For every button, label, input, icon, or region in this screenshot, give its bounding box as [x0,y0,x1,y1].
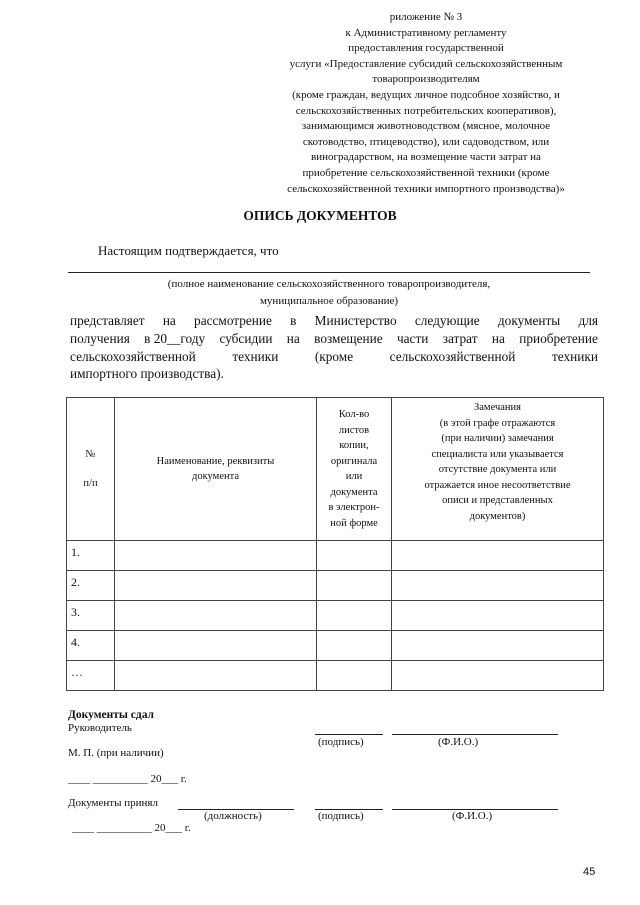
head-label: Руководитель [68,722,132,734]
body-line: импортного производства). [70,366,224,382]
organization-caption [68,276,590,310]
cell-remarks[interactable] [392,541,604,571]
body-line: сельскохозяйственной техники (кроме сельскохозяйственной техники [70,348,598,364]
position-caption: (должность) [204,810,262,822]
header-line: сельскохозяйственных потребительских кооперативов), [295,104,557,117]
cell-document-name[interactable] [115,571,317,601]
header-line: риложение № 3 [389,11,463,23]
caption-line: муниципальное образование) [259,295,399,307]
header-line: услуги «Предоставление субсидий сельскохозяйственным [289,57,563,70]
caption-line: (полное наименование сельскохозяйственного товаропроизводителя, [167,278,491,290]
header-remarks: Замечания (в этой графе отражаются (при наличии) замечания специалиста или указывается отсутствие документа или отражается иное несоответствие описи и представленных документов) [392,398,604,541]
header-line: скотоводство, птицеводство), или садоводством, или [302,135,550,148]
confirm-text: Настоящим подтверждается, что [98,243,279,258]
cell-sheet-count[interactable] [317,571,392,601]
cell-sheet-count[interactable] [317,631,392,661]
cell-remarks[interactable] [392,661,604,691]
organization-name-line [68,272,590,273]
header-line: сельскохозяйственной техники импортного производства)» [287,182,565,195]
header-line: (кроме граждан, ведущих личное подсобное хозяйство, и [292,88,560,101]
row-number: 3. [67,601,115,631]
row-number: 1. [67,541,115,571]
header-line: приобретение сельскохозяйственной техники (кроме [302,166,550,179]
head-fio-line [392,734,558,735]
body-line: получения в 20__году субсидии на возмещение части затрат на приобретение [70,330,598,346]
accepted-signature-caption: (подпись) [318,810,364,822]
table-row [67,541,604,571]
head-fio-caption: (Ф.И.О.) [438,736,479,748]
page-number: 45 [583,866,596,878]
table-row [67,601,604,631]
table-header-row [67,398,604,541]
documents-table [66,397,604,691]
cell-remarks[interactable] [392,571,604,601]
body-line: представляет на рассмотрение в Министерство следующие документы для [70,313,598,328]
cell-remarks[interactable] [392,631,604,661]
header-line: предоставления государственной [348,42,504,55]
cell-sheet-count[interactable] [317,661,392,691]
cell-sheet-count[interactable] [317,601,392,631]
document-title: ОПИСЬ ДОКУМЕНТОВ [243,208,397,223]
cell-sheet-count[interactable] [317,541,392,571]
head-signature-line [315,734,383,735]
date-line-2: ____ __________ 20___ г. [72,822,191,834]
table-row [67,661,604,691]
row-number: 4. [67,631,115,661]
date-line: ____ __________ 20___ г. [68,773,187,785]
cell-remarks[interactable] [392,601,604,631]
accepted-label: Документы принял [68,797,158,809]
table-row [67,631,604,661]
head-signature-caption: (подпись) [318,736,364,748]
row-number: … [67,661,115,691]
header-sheet-count: Кол-во листов копии, оригинала или документа в электрон- ной форме [317,398,392,541]
submitted-title: Документы сдал [68,709,155,721]
appendix-header [240,10,612,197]
body-paragraph [70,312,598,383]
header-line: товаропроизводителям [372,73,480,86]
accepted-fio-caption: (Ф.И.О.) [452,810,493,822]
header-line: к Административному регламенту [345,26,507,39]
cell-document-name[interactable] [115,541,317,571]
cell-document-name[interactable] [115,661,317,691]
table-row [67,571,604,601]
header-line: занимающимся животноводством (мясное, молочное [301,120,551,133]
header-number: № п/п [67,398,115,541]
stamp-label: М. П. (при наличии) [68,747,164,759]
cell-document-name[interactable] [115,631,317,661]
header-line: виноградарством, на возмещение части затрат на [311,151,541,164]
header-document-name: Наименование, реквизиты документа [115,398,317,541]
cell-document-name[interactable] [115,601,317,631]
row-number: 2. [67,571,115,601]
